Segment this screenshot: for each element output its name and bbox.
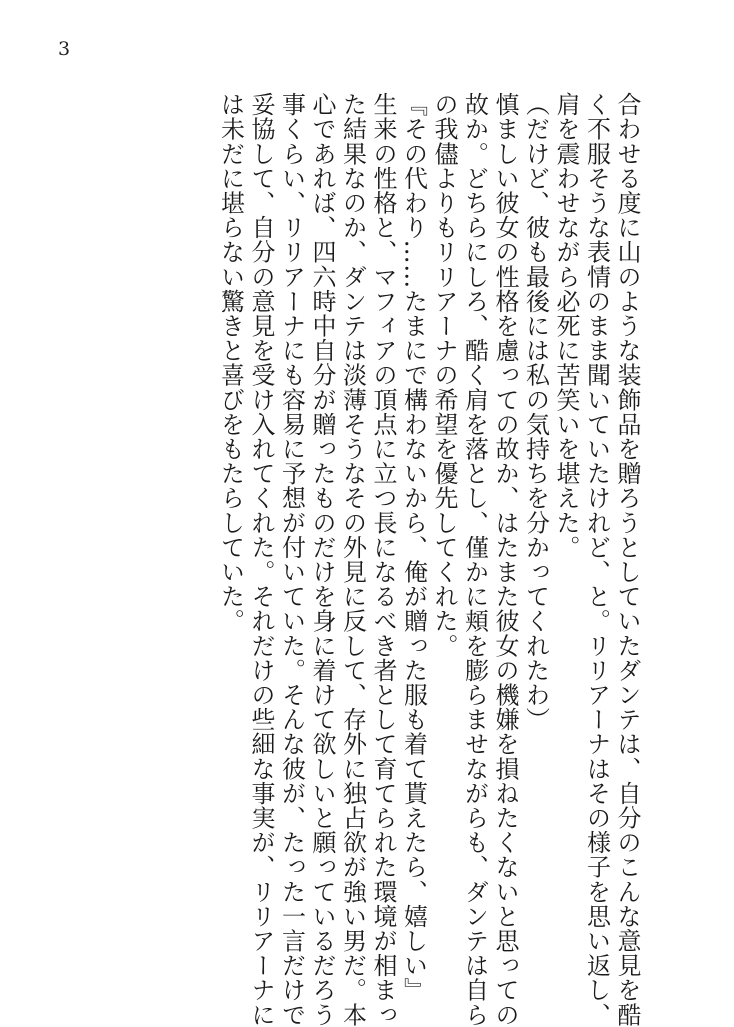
text-line: 『その代わり……たまにで構わないから、俺が贈った服も着て貰えたら、嬉しい』: [399, 92, 428, 1003]
text-line: 肩を震わせながら必死に苦笑いを堪えた。: [552, 92, 580, 560]
text-line: 妥協して、自分の意見を受け入れてくれた。それだけの些細な事実が、リリアーナに: [247, 92, 275, 1027]
text-line: 生来の性格と、マフィアの頂点に立つ長になるべき者として育てられた環境が相まっ: [369, 92, 397, 1027]
text-line: の我儘よりもリリアーナの希望を優先してくれた。: [430, 92, 458, 658]
page-number: 3: [58, 38, 71, 60]
text-line: 故か。どちらにしろ、酷く肩を落とし、僅かに頬を膨らませながらも、ダンテは自ら: [460, 92, 489, 1027]
text-line: は未だに堪らない驚きと喜びをもたらしていた。: [216, 92, 245, 634]
text-line: 慎ましい彼女の性格を慮っての故か、はたまた彼女の機嫌を損ねたくないと思っての: [491, 92, 519, 1027]
text-line: （だけど、彼も最後には私の気持ちを分かってくれたわ）: [521, 92, 550, 732]
text-line: 心であれば、四六時中自分が贈ったものだけを身に着けて欲しいと願っているだろう: [308, 92, 336, 1027]
text-line: 合わせる度に山のような装飾品を贈ろうとしていたダンテは、自分のこんな意見を酷: [613, 92, 641, 1027]
text-line: く不服そうな表情のまま聞いていたけれど、と。リリアーナはその様子を思い返し、: [582, 92, 611, 1027]
vertical-text-block: [82, 92, 642, 1027]
text-line: 事くらい、リリアーナにも容易に予想が付いていた。そんな彼が、たった一言だけで: [277, 92, 306, 1027]
text-line: た結果なのか、ダンテは淡薄そうなその外見に反して、存外に独占欲が強い男だ。本: [338, 92, 367, 1027]
